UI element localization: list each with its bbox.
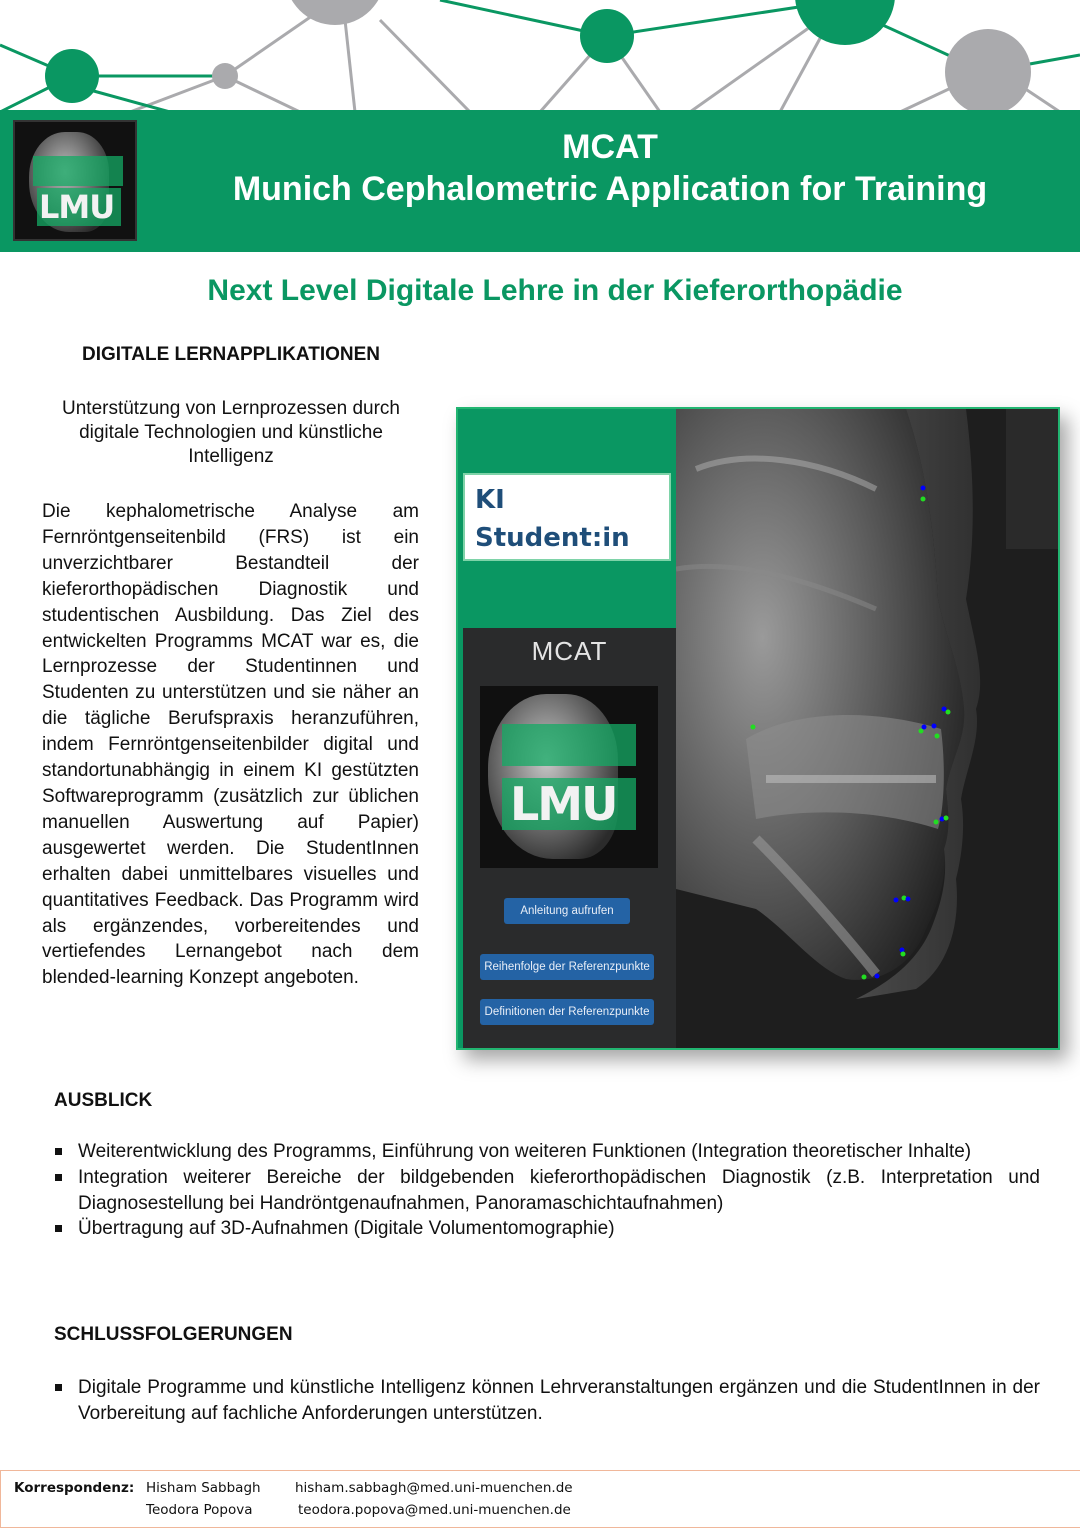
app-sidebar-panel <box>463 628 676 1048</box>
section-heading-lernapplikationen: DIGITALE LERNAPPLIKATIONEN <box>81 344 381 365</box>
manual-button[interactable]: Anleitung aufrufen <box>504 898 630 924</box>
list-item: Weiterentwicklung des Programms, Einführung von weiteren Funktionen (Integration theoretischer Inhalte) <box>54 1139 1040 1165</box>
list-item: Digitale Programme und künstliche Intelligenz können Lehrveranstaltungen ergänzen und die StudentInnen in der Vorbereitung auf fachliche Anforderungen unterstützen. <box>54 1375 1040 1427</box>
header-band <box>0 110 1080 252</box>
reference-definitions-button[interactable]: Definitionen der Referenzpunkte <box>480 999 654 1025</box>
ki-student-legend <box>463 473 671 561</box>
ausblick-list <box>54 1139 1040 1242</box>
correspondence-label: Korrespondenz: <box>14 1480 135 1496</box>
lmu-logo <box>13 120 137 241</box>
section-heading-schlussfolgerungen: SCHLUSSFOLGERUNGEN <box>54 1324 293 1345</box>
list-item: Integration weiterer Bereiche der bildgebenden kieferorthopädischen Diagnostik (z.B. Interpretation und Diagnosestellung bei Handröntgenaufnahmen, Panoramaschichtaufnahmen) <box>54 1165 1040 1217</box>
app-title: MCAT <box>531 636 608 666</box>
poster-title <box>140 126 1080 210</box>
app-screenshot <box>456 407 1060 1050</box>
thumbnail-wordmark: LMU <box>502 778 636 830</box>
app-logo-thumbnail <box>480 686 658 868</box>
section-heading-ausblick: AUSBLICK <box>54 1090 153 1111</box>
thumbnail-green-band <box>502 724 636 766</box>
author-email-1[interactable]: hisham.sabbagh@med.uni-muenchen.de <box>295 1480 573 1496</box>
logo-green-band <box>33 156 123 186</box>
poster-subtitle: Next Level Digitale Lehre in der Kieferorthopädie <box>207 274 903 307</box>
title-full: Munich Cephalometric Application for Training <box>232 170 988 208</box>
author-name-2: Teodora Popova <box>146 1502 253 1518</box>
intro-text: Unterstützung von Lernprozessen durch digitale Technologien und künstliche Intelligenz <box>62 398 400 467</box>
logo-wordmark: LMU <box>37 188 121 226</box>
network-decoration <box>0 0 1080 112</box>
reference-order-button[interactable]: Reihenfolge der Referenzpunkte <box>480 954 654 980</box>
title-acronym: MCAT <box>562 128 658 166</box>
schluss-list <box>54 1375 1040 1427</box>
cephalometric-xray-image <box>676 409 1060 1050</box>
correspondence-footer <box>0 1470 1080 1528</box>
author-name-1: Hisham Sabbagh <box>146 1480 261 1496</box>
author-email-2[interactable]: teodora.popova@med.uni-muenchen.de <box>298 1502 571 1518</box>
legend-student: Student:in <box>475 523 630 553</box>
legend-ki: KI <box>475 485 505 515</box>
list-item: Übertragung auf 3D-Aufnahmen (Digitale Volumentomographie) <box>54 1216 1040 1242</box>
body-paragraph: Die kephalometrische Analyse am Fernröntgenseitenbild (FRS) ist ein unverzichtbarer Bestandteil der kieferorthopädischen Diagnostik und studentischen Ausbildung. Das Ziel des entwickelten Programms MCAT war es, die Lernprozesse der Studentinnen und Studenten zu unterstützen und sie näher an die tägliche Berufspraxis heranzuführen, indem Fernröntgenseitenbilder digital und standortunabhängig in einem KI gestützten Softwareprogramm (zusätzlich zur üblichen manuellen Auswertung auf Papier) ausgewertet werden. Die StudentInnen erhalten dabei unmittelbares visuelles und quantitatives Feedback. Das Programm wird als ergänzendes, vorbereitendes und vertiefendes Lernangebot nach dem blended-learning Konzept angeboten. <box>42 501 419 989</box>
